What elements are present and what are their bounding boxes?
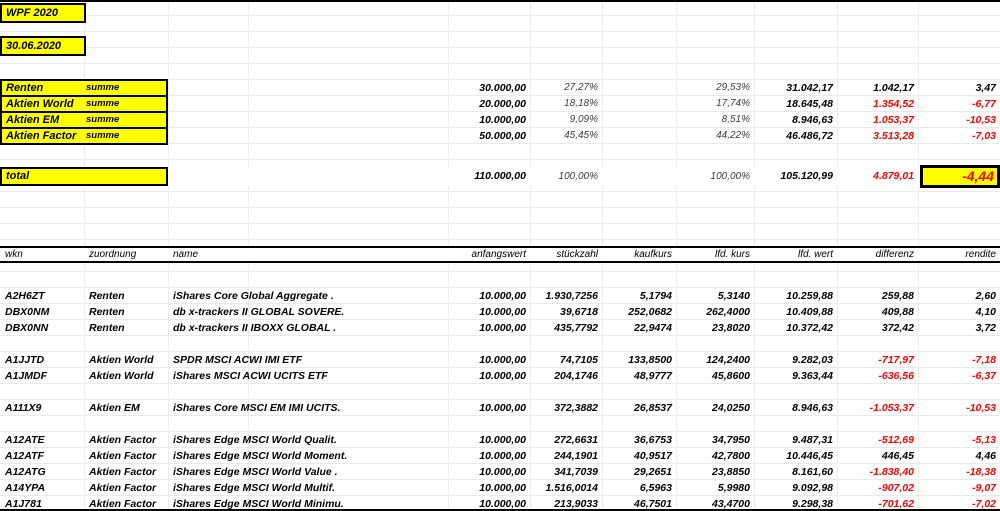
total-lfd-wert-cell[interactable]: 105.120,99 bbox=[780, 170, 833, 182]
summary-cell-pct_plan[interactable]: 45,45% bbox=[564, 130, 598, 141]
cell-lfd_wert[interactable]: 9.298,38 bbox=[792, 498, 833, 510]
cell-name[interactable]: db x-trackers II GLOBAL SOVERE. bbox=[173, 306, 345, 318]
summary-cell-anfangswert[interactable]: 10.000,00 bbox=[479, 114, 526, 126]
cell-lfd_kurs[interactable]: 23,8850 bbox=[712, 466, 750, 478]
header-cell-anfangswert[interactable]: anfangswert bbox=[471, 249, 526, 260]
date-cell[interactable]: 30.06.2020 bbox=[0, 36, 86, 56]
summary-cell-pct_plan[interactable]: 18,18% bbox=[564, 98, 598, 109]
header-cell-kaufkurs[interactable]: kaufkurs bbox=[634, 249, 672, 260]
cell-stueckzahl[interactable]: 74,7105 bbox=[560, 354, 598, 366]
cell-lfd_wert[interactable]: 9.092,98 bbox=[792, 482, 833, 494]
cell-wkn[interactable]: A2H6ZT bbox=[5, 290, 45, 302]
total-rendite-cell[interactable]: -4,44 bbox=[920, 165, 1000, 188]
cell-stueckzahl[interactable]: 204,1746 bbox=[554, 370, 598, 382]
summary-label-cell[interactable] bbox=[0, 127, 168, 145]
summary-cell-pct_ist[interactable]: 17,74% bbox=[716, 98, 750, 109]
summary-cell-lfd_wert[interactable]: 8.946,63 bbox=[792, 114, 833, 126]
summary-cell-pct_plan[interactable]: 27,27% bbox=[564, 82, 598, 93]
summary-cell-anfangswert[interactable]: 20.000,00 bbox=[479, 98, 526, 110]
cell-lfd_kurs[interactable]: 262,4000 bbox=[706, 306, 750, 318]
total-label-cell[interactable] bbox=[0, 167, 168, 186]
summary-cell-differenz[interactable]: 1.053,37 bbox=[873, 114, 914, 126]
cell-kaufkurs[interactable]: 48,9777 bbox=[634, 370, 672, 382]
cell-wkn[interactable]: DBX0NN bbox=[5, 322, 49, 334]
summary-cell-pct_plan[interactable]: 9,09% bbox=[569, 114, 598, 125]
total-row bbox=[0, 167, 1000, 186]
cell-lfd_kurs[interactable]: 42,7800 bbox=[712, 450, 750, 462]
summary-cell-lfd_wert[interactable]: 31.042,17 bbox=[786, 82, 833, 94]
summary-label: Aktien EM bbox=[6, 114, 60, 126]
summary-cell-differenz[interactable]: 1.354,52 bbox=[873, 98, 914, 110]
cell-differenz[interactable]: -1.838,40 bbox=[869, 466, 914, 478]
cell-differenz[interactable]: 409,88 bbox=[881, 306, 914, 318]
cell-kaufkurs[interactable]: 133,8500 bbox=[628, 354, 672, 366]
summary-cell-differenz[interactable]: 1.042,17 bbox=[873, 82, 914, 94]
header-cell-differenz[interactable]: differenz bbox=[875, 249, 914, 260]
cell-kaufkurs[interactable]: 6,5963 bbox=[639, 482, 672, 494]
cell-zuordnung[interactable]: Aktien Factor bbox=[89, 434, 157, 446]
cell-zuordnung[interactable]: Aktien Factor bbox=[89, 450, 157, 462]
cell-kaufkurs[interactable]: 26,8537 bbox=[634, 402, 672, 414]
cell-stueckzahl[interactable]: 1.516,0014 bbox=[545, 482, 598, 494]
cell-rendite[interactable]: 4,46 bbox=[975, 450, 996, 462]
summary-cell-differenz[interactable]: 3.513,28 bbox=[873, 130, 914, 142]
cell-kaufkurs[interactable]: 36,6753 bbox=[634, 434, 672, 446]
summary-cell-anfangswert[interactable]: 50.000,00 bbox=[479, 130, 526, 142]
cell-stueckzahl[interactable]: 372,3882 bbox=[554, 402, 598, 414]
cell-rendite[interactable]: -7,18 bbox=[972, 354, 996, 366]
cell-name[interactable]: iShares Core MSCI EM IMI UCITS. bbox=[173, 402, 341, 414]
cell-anfangswert[interactable]: 10.000,00 bbox=[479, 450, 526, 462]
cell-differenz[interactable]: -717,97 bbox=[878, 354, 914, 366]
cell-wkn[interactable]: A1J781 bbox=[5, 498, 42, 510]
cell-name[interactable]: db x-trackers II IBOXX GLOBAL . bbox=[173, 322, 337, 334]
cell-zuordnung[interactable]: Renten bbox=[89, 306, 125, 318]
cell-differenz[interactable]: 446,45 bbox=[881, 450, 914, 462]
cell-rendite[interactable]: -9,07 bbox=[972, 482, 996, 494]
header-cell-stueckzahl[interactable]: stückzahl bbox=[556, 249, 598, 260]
cell-rendite[interactable]: -10,53 bbox=[966, 402, 996, 414]
cell-rendite[interactable]: -6,37 bbox=[972, 370, 996, 382]
cell-differenz[interactable]: 372,42 bbox=[881, 322, 914, 334]
cell-lfd_wert[interactable]: 10.446,45 bbox=[786, 450, 833, 462]
cell-wkn[interactable]: DBX0NM bbox=[5, 306, 50, 318]
header-cell-rendite[interactable]: rendite bbox=[965, 249, 996, 260]
summary-sublabel: summe bbox=[86, 130, 120, 141]
cell-differenz[interactable]: -907,02 bbox=[878, 482, 914, 494]
cell-lfd_wert[interactable]: 9.363,44 bbox=[792, 370, 833, 382]
cell-zuordnung[interactable]: Aktien Factor bbox=[89, 498, 157, 510]
cell-name[interactable]: iShares Edge MSCI World Value . bbox=[173, 466, 338, 478]
cell-lfd_wert[interactable]: 10.259,88 bbox=[786, 290, 833, 302]
summary-cell-lfd_wert[interactable]: 46.486,72 bbox=[786, 130, 833, 142]
cell-kaufkurs[interactable]: 29,2651 bbox=[634, 466, 672, 478]
total-pct-plan-cell[interactable]: 100,00% bbox=[558, 171, 598, 182]
cell-lfd_wert[interactable]: 8.946,63 bbox=[792, 402, 833, 414]
cell-lfd_wert[interactable]: 8.161,60 bbox=[792, 466, 833, 478]
cell-lfd_kurs[interactable]: 45,8600 bbox=[712, 370, 750, 382]
cell-differenz[interactable]: 259,88 bbox=[881, 290, 914, 302]
cell-stueckzahl[interactable]: 272,6631 bbox=[554, 434, 598, 446]
cell-wkn[interactable]: A12ATG bbox=[5, 466, 46, 478]
cell-zuordnung[interactable]: Aktien World bbox=[89, 370, 154, 382]
header-cell-lfd-kurs[interactable]: lfd. kurs bbox=[714, 249, 750, 260]
cell-rendite[interactable]: -7,02 bbox=[972, 498, 996, 510]
cell-lfd_wert[interactable]: 10.372,42 bbox=[786, 322, 833, 334]
summary-label: Aktien Factor bbox=[6, 130, 77, 142]
cell-zuordnung[interactable]: Aktien Factor bbox=[89, 466, 157, 478]
cell-zuordnung[interactable]: Renten bbox=[89, 322, 125, 334]
cell-name[interactable]: iShares Edge MSCI World Qualit. bbox=[173, 434, 337, 446]
cell-name[interactable]: SPDR MSCI ACWI IMI ETF bbox=[173, 354, 303, 366]
sheet-top-border bbox=[0, 0, 1000, 2]
total-differenz-cell[interactable]: 4.879,01 bbox=[873, 170, 914, 182]
cell-wkn[interactable]: A12ATF bbox=[5, 450, 44, 462]
summary-section bbox=[0, 80, 1000, 144]
cell-wkn[interactable]: A14YPA bbox=[5, 482, 46, 494]
header-cell-zuordnung[interactable]: zuordnung bbox=[89, 249, 137, 260]
table-header-row bbox=[0, 246, 1000, 263]
cell-rendite[interactable]: -5,13 bbox=[972, 434, 996, 446]
cell-lfd_wert[interactable]: 9.487,31 bbox=[792, 434, 833, 446]
cell-name[interactable]: iShares Edge MSCI World Moment. bbox=[173, 450, 348, 462]
table-body bbox=[0, 288, 1000, 511]
cell-name[interactable]: iShares Core Global Aggregate . bbox=[173, 290, 334, 302]
cell-lfd_wert[interactable]: 10.409,88 bbox=[786, 306, 833, 318]
cell-zuordnung[interactable]: Aktien World bbox=[89, 354, 154, 366]
cell-stueckzahl[interactable]: 1.930,7256 bbox=[545, 290, 598, 302]
summary-row bbox=[0, 80, 1000, 96]
cell-zuordnung[interactable]: Aktien Factor bbox=[89, 482, 157, 494]
summary-sublabel: summe bbox=[86, 98, 120, 109]
cell-anfangswert[interactable]: 10.000,00 bbox=[479, 482, 526, 494]
cell-wkn[interactable]: A12ATE bbox=[5, 434, 45, 446]
header-cell-name[interactable]: name bbox=[173, 249, 199, 260]
cell-rendite[interactable]: 4,10 bbox=[975, 306, 996, 318]
cell-wkn[interactable]: A1JMDF bbox=[5, 370, 48, 382]
cell-anfangswert[interactable]: 10.000,00 bbox=[479, 290, 526, 302]
summary-row bbox=[0, 112, 1000, 128]
summary-sublabel: summe bbox=[86, 114, 120, 125]
cell-lfd_kurs[interactable]: 24,0250 bbox=[712, 402, 750, 414]
cell-kaufkurs[interactable]: 5,1794 bbox=[639, 290, 672, 302]
summary-row bbox=[0, 128, 1000, 144]
cell-anfangswert[interactable]: 10.000,00 bbox=[479, 434, 526, 446]
cell-name[interactable]: iShares Edge MSCI World Multif. bbox=[173, 482, 335, 494]
summary-cell-anfangswert[interactable]: 30.000,00 bbox=[479, 82, 526, 94]
cell-stueckzahl[interactable]: 244,1901 bbox=[554, 450, 598, 462]
cell-rendite[interactable]: -18,38 bbox=[966, 466, 996, 478]
header-cell-wkn[interactable]: wkn bbox=[5, 249, 23, 260]
cell-lfd_kurs[interactable]: 43,4700 bbox=[712, 498, 750, 510]
cell-wkn[interactable]: A111X9 bbox=[5, 402, 42, 414]
cell-anfangswert[interactable]: 10.000,00 bbox=[479, 354, 526, 366]
summary-label: Renten bbox=[6, 82, 44, 94]
total-anfangswert-cell[interactable]: 110.000,00 bbox=[474, 170, 526, 182]
summary-cell-pct_ist[interactable]: 8,51% bbox=[721, 114, 750, 125]
cell-differenz[interactable]: -512,69 bbox=[878, 434, 914, 446]
cell-lfd_wert[interactable]: 9.282,03 bbox=[792, 354, 833, 366]
cell-kaufkurs[interactable]: 46,7501 bbox=[634, 498, 672, 510]
summary-cell-pct_ist[interactable]: 44,22% bbox=[716, 130, 750, 141]
summary-label: Aktien World bbox=[6, 98, 74, 110]
cell-lfd_kurs[interactable]: 124,2400 bbox=[706, 354, 750, 366]
cell-differenz[interactable]: -636,56 bbox=[878, 370, 914, 382]
cell-wkn[interactable]: A1JJTD bbox=[5, 354, 45, 366]
summary-cell-rendite[interactable]: -7,03 bbox=[972, 130, 996, 142]
cell-zuordnung[interactable]: Renten bbox=[89, 290, 125, 302]
cell-anfangswert[interactable]: 10.000,00 bbox=[479, 498, 526, 510]
cell-name[interactable]: iShares Edge MSCI World Minimu. bbox=[173, 498, 344, 510]
cell-anfangswert[interactable]: 10.000,00 bbox=[479, 306, 526, 318]
cell-stueckzahl[interactable]: 39,6718 bbox=[560, 306, 598, 318]
cell-lfd_kurs[interactable]: 5,3140 bbox=[717, 290, 750, 302]
cell-stueckzahl[interactable]: 213,9033 bbox=[554, 498, 598, 510]
cell-kaufkurs[interactable]: 252,0682 bbox=[628, 306, 672, 318]
header-cell-lfd-wert[interactable]: lfd. wert bbox=[797, 249, 833, 260]
summary-cell-rendite[interactable]: 3,47 bbox=[975, 82, 996, 94]
summary-sublabel: summe bbox=[86, 82, 120, 93]
cell-anfangswert[interactable]: 10.000,00 bbox=[479, 370, 526, 382]
cell-lfd_kurs[interactable]: 5,9980 bbox=[717, 482, 750, 494]
cell-kaufkurs[interactable]: 40,9517 bbox=[634, 450, 672, 462]
summary-cell-rendite[interactable]: -10,53 bbox=[966, 114, 996, 126]
cell-stueckzahl[interactable]: 435,7792 bbox=[554, 322, 598, 334]
cell-anfangswert[interactable]: 10.000,00 bbox=[479, 322, 526, 334]
cell-lfd_kurs[interactable]: 23,8020 bbox=[712, 322, 750, 334]
summary-cell-rendite[interactable]: -6,77 bbox=[972, 98, 996, 110]
title-cell[interactable]: WPF 2020 bbox=[0, 3, 86, 23]
cell-stueckzahl[interactable]: 341,7039 bbox=[554, 466, 598, 478]
summary-cell-pct_ist[interactable]: 29,53% bbox=[716, 82, 750, 93]
cell-anfangswert[interactable]: 10.000,00 bbox=[479, 466, 526, 478]
total-pct-ist-cell[interactable]: 100,00% bbox=[710, 171, 750, 182]
cell-lfd_kurs[interactable]: 34,7950 bbox=[712, 434, 750, 446]
cell-anfangswert[interactable]: 10.000,00 bbox=[479, 402, 526, 414]
cell-rendite[interactable]: 2,60 bbox=[975, 290, 996, 302]
total-label: total bbox=[6, 170, 30, 182]
cell-differenz[interactable]: -1.053,37 bbox=[869, 402, 914, 414]
cell-zuordnung[interactable]: Aktien EM bbox=[89, 402, 140, 414]
summary-row bbox=[0, 96, 1000, 112]
cell-differenz[interactable]: -701,62 bbox=[878, 498, 914, 510]
cell-name[interactable]: iShares MSCI ACWI UCITS ETF bbox=[173, 370, 328, 382]
cell-kaufkurs[interactable]: 22,9474 bbox=[634, 322, 672, 334]
summary-cell-lfd_wert[interactable]: 18.645,48 bbox=[786, 98, 833, 110]
cell-rendite[interactable]: 3,72 bbox=[975, 322, 996, 334]
